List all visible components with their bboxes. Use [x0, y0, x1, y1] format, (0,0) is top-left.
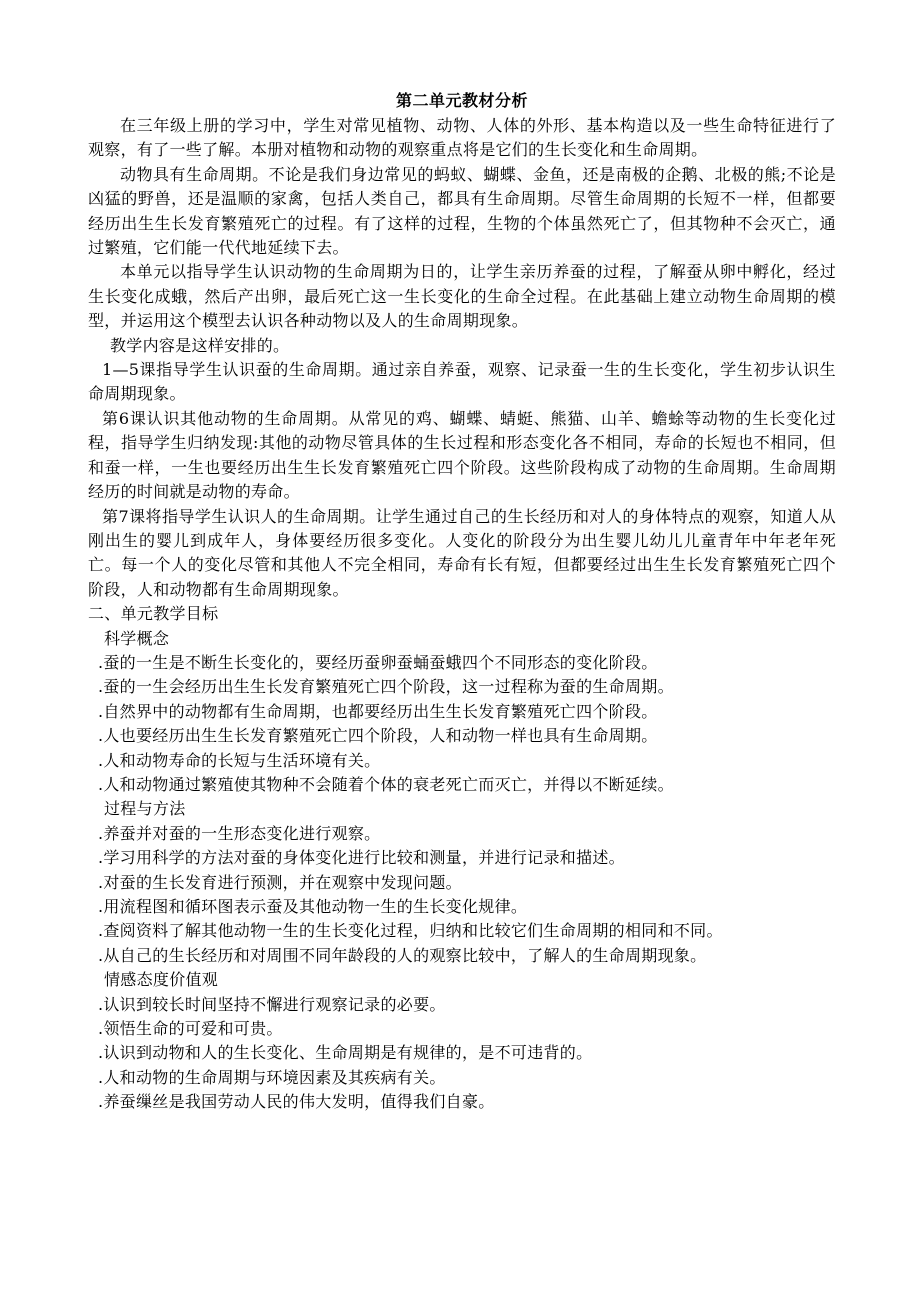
list-item: .从自己的生长经历和对周围不同年龄段的人的观察比较中，了解人的生命周期现象。 [98, 945, 707, 965]
list-item: .人也要经历出生生长发育繁殖死亡四个阶段，人和动物一样也具有生命周期。 [98, 726, 658, 746]
list-item: .认识到较长时间坚持不懈进行观察记录的必要。 [98, 994, 446, 1014]
list-item: .领悟生命的可爱和可贵。 [98, 1019, 283, 1039]
section-heading-objectives: 二、单元教学目标 [88, 604, 219, 624]
arrangement-intro: 教学内容是这样安排的。 [110, 335, 290, 355]
document-page [88, 88, 836, 1115]
list-item: .人和动物的生命周期与环境因素及其疾病有关。 [98, 1067, 446, 1087]
list-item: .蚕的一生是不断生长变化的，要经历蚕卵蚕蛹蚕蛾四个不同形态的变化阶段。 [98, 652, 658, 672]
list-item: .养蚕缫丝是我国劳动人民的伟大发明，值得我们自豪。 [98, 1092, 495, 1112]
intro-paragraph-3: 本单元以指导学生认识动物的生命周期为日的，让学生亲历养蚕的过程，了解蚕从卵中孵化，经过生长变化成蛾，然后产出卵，最后死亡这一生长变化的生命全过程。在此基础上建立动物生命周期的模型，并运用这个模型去认识各种动物以及人的生命周期现象。 [88, 262, 836, 331]
list-item: .认识到动物和人的生长变化、生命周期是有规律的，是不可违背的。 [98, 1043, 593, 1063]
list-item: .学习用科学的方法对蚕的身体变化进行比较和测量，并进行记录和描述。 [98, 848, 625, 868]
group-title-science-concepts: 科学概念 [104, 628, 170, 648]
list-item: .对蚕的生长发育进行预测，并在观察中发现问题。 [98, 872, 462, 892]
intro-paragraph-2: 动物具有生命周期。不论是我们身边常见的蚂蚁、蝴蝶、金鱼，还是南极的企鹅、北极的熊;不论是凶猛的野兽，还是温顺的家禽，包括人类自己，都具有生命周期。尽管生命周期的长短不一样，但都要经历出生生长发育繁殖死亡的过程。有了这样的过程，生物的个体虽然死亡了，但其物种不会灭亡，通过繁殖，它们能一代代地延续下去。 [88, 164, 836, 258]
list-item: .查阅资料了解其他动物一生的生长变化过程，归纳和比较它们生命周期的相同和不同。 [98, 921, 723, 941]
list-item: .人和动物寿命的长短与生活环境有关。 [98, 750, 381, 770]
list-item: .蚕的一生会经历出生生长发育繁殖死亡四个阶段，这一过程称为蚕的生命周期。 [98, 677, 674, 697]
group-title-attitudes-values: 情感态度价值观 [104, 970, 219, 990]
lesson-paragraph-2: 第6课认识其他动物的生命周期。从常见的鸡、蝴蝶、蜻蜓、熊猫、山羊、蟾蜍等动物的生长变化过程，指导学生归纳发现:其他的动物尽管具体的生长过程和形态变化各不相同，寿命的长短也不相同，但和蚕一样，一生也要经历出生生长发育繁殖死亡四个阶段。这些阶段构成了动物的生命周期。生命周期经历的时间就是动物的寿命。 [88, 408, 836, 502]
intro-paragraph-1: 在三年级上册的学习中，学生对常见植物、动物、人体的外形、基本构造以及一些生命特征进行了观察，有了一些了解。本册对植物和动物的观察重点将是它们的生长变化和生命周期。 [88, 116, 836, 160]
document-title: 第二单元教材分析 [395, 91, 528, 110]
list-item: .人和动物通过繁殖使其物种不会随着个体的衰老死亡而灭亡，并得以不断延续。 [98, 774, 674, 794]
list-item: .用流程图和循环图表示蚕及其他动物一生的生长变化规律。 [98, 897, 528, 916]
list-item: .自然界中的动物都有生命周期，也都要经历出生生长发育繁殖死亡四个阶段。 [98, 701, 658, 721]
lesson-paragraph-1: 1—5课指导学生认识蚕的生命周期。通过亲自养蚕，观察、记录蚕一生的生长变化，学生初步认识生命周期现象。 [88, 360, 836, 404]
lesson-paragraph-3: 第7课将指导学生认识人的生命周期。让学生通过自己的生长经历和对人的身体特点的观察，知道人从刚出生的婴儿到成年人，身体要经历很多变化。人变化的阶段分为出生婴儿幼儿儿童青年中年老年死亡。每一个人的变化尽管和其他人不完全相同，寿命有长有短，但都要经过出生生长发育繁殖死亡四个阶段，人和动物都有生命周期现象。 [88, 506, 836, 599]
list-item: .养蚕并对蚕的一生形态变化进行观察。 [98, 823, 381, 843]
group-title-process-methods: 过程与方法 [104, 799, 186, 819]
